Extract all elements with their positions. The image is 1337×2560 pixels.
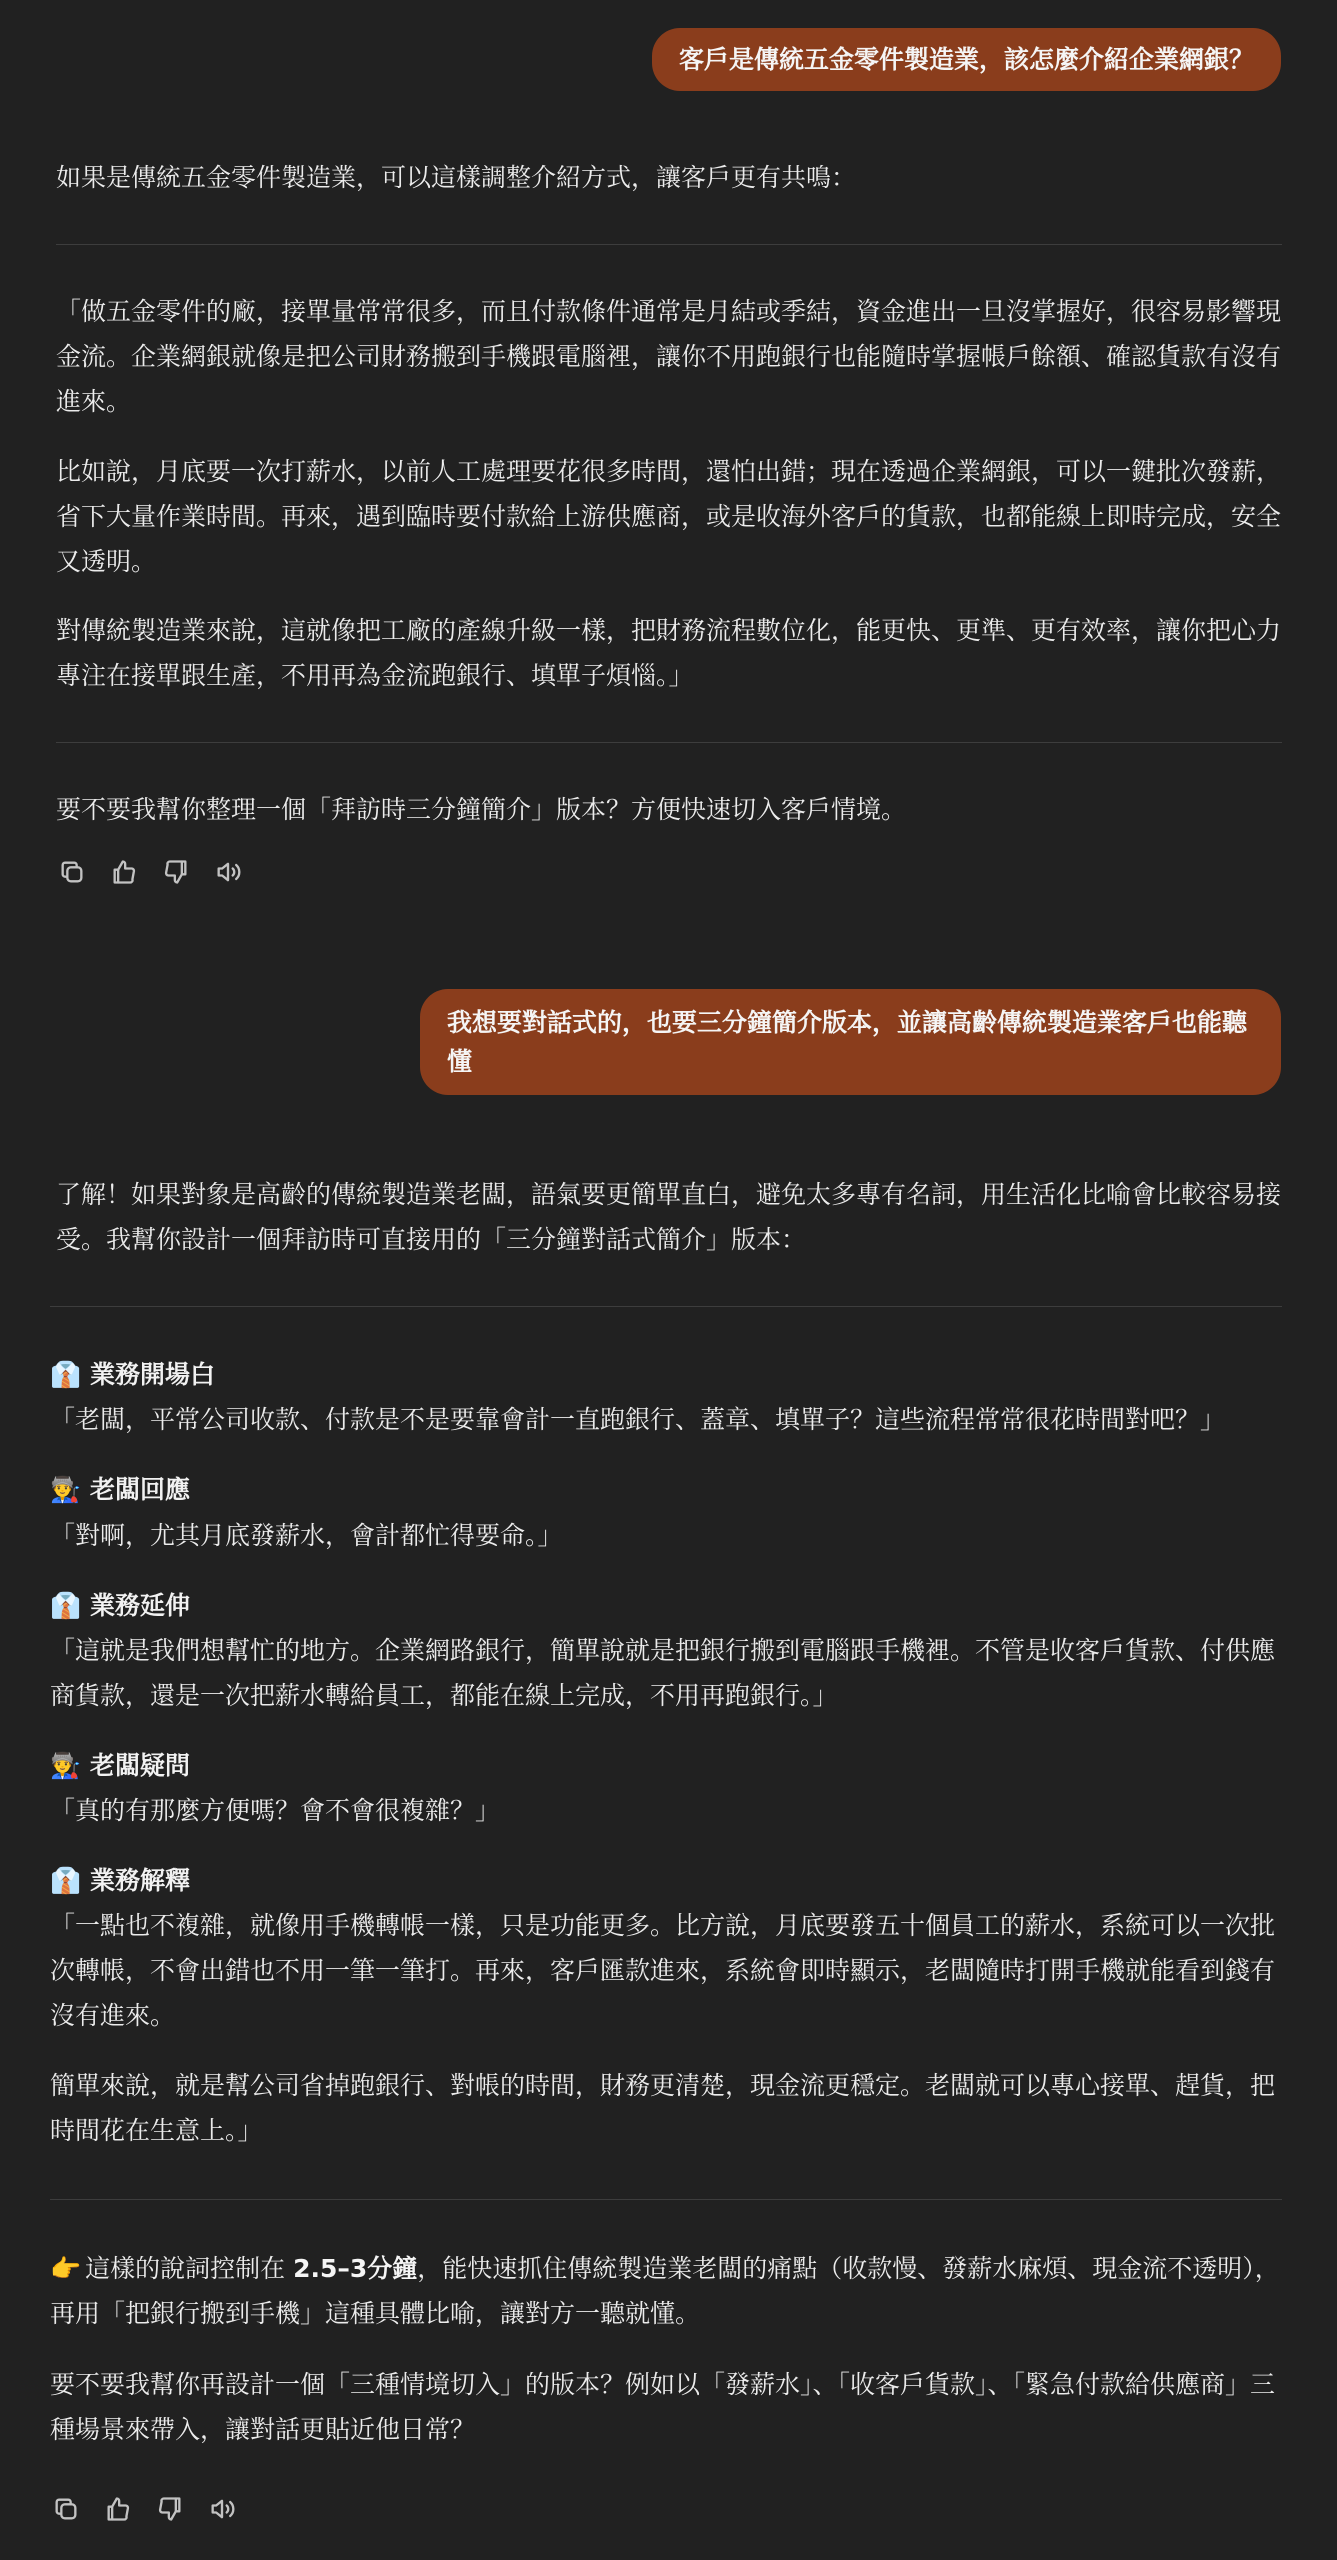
divider — [56, 742, 1282, 743]
copy-button[interactable] — [50, 2493, 82, 2525]
duration-highlight: 2.5–3分鐘 — [293, 2254, 418, 2283]
businessperson-icon: 👔 — [50, 1360, 82, 1389]
read-aloud-button[interactable] — [206, 2493, 238, 2525]
speaker-icon — [208, 2495, 236, 2523]
assistant-paragraph: 對傳統製造業來說，這就像把工廠的產線升級一樣，把財務流程數位化，能更快、更準、更有效率，讓你把心力專注在接單跟生產，不用再為金流跑銀行、填單子煩惱。」 — [56, 616, 1282, 690]
assistant-followup: 要不要我幫你再設計一個「三種情境切入」的版本？例如以「發薪水」、「收客戶貨款」、「緊急付款給供應商」三種場景來帶入，讓對話更貼近他日常？ — [50, 2370, 1276, 2444]
thumbs-down-icon — [162, 858, 190, 886]
read-aloud-button[interactable] — [212, 856, 244, 888]
divider — [50, 2199, 1282, 2200]
dialogue-line: 「真的有那麼方便嗎？會不會很複雜？」 — [50, 1796, 501, 1825]
thumbs-up-icon — [104, 2495, 132, 2523]
speaker-icon — [214, 858, 242, 886]
assistant-followup: 要不要我幫你整理一個「拜訪時三分鐘簡介」版本？方便快速切入客戶情境。 — [56, 795, 907, 824]
dialogue-speaker: 👨‍🏭 老闆疑問 — [50, 1746, 190, 1786]
divider — [50, 1306, 1282, 1307]
assistant-paragraph: 「做五金零件的廠，接單量常常很多，而且付款條件通常是月結或季結，資金進出一旦沒掌握好，很容易影響現金流。企業網銀就像是把公司財務搬到手機跟電腦裡，讓你不用跑銀行也能隨時掌握帳戶餘額、確認貨款有沒有進來。 — [56, 297, 1282, 416]
dialogue-line: 「這就是我們想幫忙的地方。企業網路銀行，簡單說就是把銀行搬到電腦跟手機裡。不管是收客戶貨款、付供應商貨款，還是一次把薪水轉給員工，都能在線上完成，不用再跑銀行。」 — [50, 1636, 1276, 1710]
divider — [56, 244, 1282, 245]
dialogue-speaker: 👔 業務開場白 — [50, 1355, 215, 1395]
message-actions — [56, 856, 244, 888]
user-message-text: 客戶是傳統五金零件製造業，該怎麼介紹企業網銀？ — [678, 45, 1254, 74]
copy-button[interactable] — [56, 856, 88, 888]
copy-icon — [58, 858, 86, 886]
boss-icon: 👨‍🏭 — [50, 1475, 82, 1504]
like-button[interactable] — [108, 856, 140, 888]
thumbs-up-icon — [110, 858, 138, 886]
user-message-bubble — [652, 28, 1281, 91]
assistant-tip: 👉 這樣的說詞控制在 2.5–3分鐘，能快速抓住傳統製造業老闆的痛點（收款慢、發薪水麻煩、現金流不透明），再用「把銀行搬到手機」這種具體比喻，讓對方一聽就懂。 — [50, 2246, 1282, 2336]
dialogue-speaker: 👔 業務延伸 — [50, 1586, 190, 1626]
businessperson-icon: 👔 — [50, 1591, 82, 1620]
dialogue-speaker: 👔 業務解釋 — [50, 1861, 190, 1901]
boss-icon: 👨‍🏭 — [50, 1751, 82, 1780]
message-actions — [50, 2493, 238, 2525]
dialogue-line: 「對啊，尤其月底發薪水，會計都忙得要命。」 — [50, 1521, 563, 1550]
assistant-intro: 如果是傳統五金零件製造業，可以這樣調整介紹方式，讓客戶更有共鳴： — [56, 163, 857, 192]
dialogue-speaker: 👨‍🏭 老闆回應 — [50, 1470, 190, 1510]
dialogue-line: 「老闆，平常公司收款、付款是不是要靠會計一直跑銀行、蓋章、填單子？這些流程常常很花時間對吧？」 — [50, 1405, 1226, 1434]
dislike-button[interactable] — [160, 856, 192, 888]
assistant-intro: 了解！如果對象是高齡的傳統製造業老闆，語氣要更簡單直白，避免太多專有名詞，用生活化比喻會比較容易接受。我幫你設計一個拜訪時可直接用的「三分鐘對話式簡介」版本： — [56, 1180, 1282, 1254]
dialogue-line: 「一點也不複雜，就像用手機轉帳一樣，只是功能更多。比方說，月底要發五十個員工的薪水，系統可以一次批次轉帳，不會出錯也不用一筆一筆打。再來，客戶匯款進來，系統會即時顯示，老闆隨時打開手機就能看到錢有沒有進來。 — [50, 1911, 1276, 2030]
user-message-text: 我想要對話式的，也要三分鐘簡介版本，並讓高齡傳統製造業客戶也能聽懂 — [447, 1008, 1248, 1076]
dislike-button[interactable] — [154, 2493, 186, 2525]
businessperson-icon: 👔 — [50, 1866, 82, 1895]
pointing-hand-icon: 👉 — [50, 2254, 82, 2283]
thumbs-down-icon — [156, 2495, 184, 2523]
copy-icon — [52, 2495, 80, 2523]
user-message-bubble — [420, 989, 1281, 1095]
assistant-paragraph: 簡單來說，就是幫公司省掉跑銀行、對帳的時間，財務更清楚，現金流更穩定。老闆就可以專心接單、趕貨，把時間花在生意上。」 — [50, 2071, 1276, 2145]
like-button[interactable] — [102, 2493, 134, 2525]
assistant-paragraph: 比如說，月底要一次打薪水，以前人工處理要花很多時間，還怕出錯；現在透過企業網銀，可以一鍵批次發薪，省下大量作業時間。再來，遇到臨時要付款給上游供應商，或是收海外客戶的貨款，也都能線上即時完成，安全又透明。 — [56, 457, 1282, 576]
